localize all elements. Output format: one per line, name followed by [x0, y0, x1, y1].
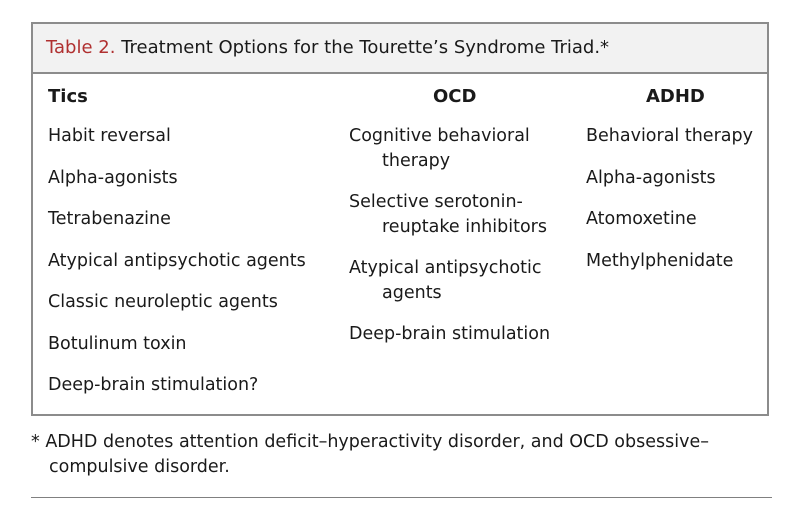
adhd-item-methylphenidate: Methylphenidate [586, 250, 734, 271]
tics-item-botulinum-toxin: Botulinum toxin [48, 333, 187, 354]
tics-item-alpha-agonists: Alpha-agonists [48, 167, 178, 188]
bottom-divider [31, 497, 772, 498]
tics-item-deep-brain-stimulation: Deep-brain stimulation? [48, 375, 259, 395]
column-header-adhd: ADHD [646, 86, 705, 107]
table-title-bar [33, 24, 767, 74]
adhd-treatment-list [586, 124, 766, 290]
ocd-item-cognitive-behavioral: Cognitive behavioral therapy [349, 126, 530, 171]
adhd-item-alpha-agonists: Alpha-agonists [586, 167, 716, 188]
treatment-table [31, 22, 769, 416]
ocd-item-deep-brain-stimulation: Deep-brain stimulation [349, 324, 551, 344]
tics-treatment-list [48, 124, 338, 415]
column-header-ocd: OCD [433, 86, 477, 107]
tics-item-habit-reversal: Habit reversal [48, 126, 171, 146]
adhd-item-behavioral-therapy: Behavioral therapy [586, 126, 753, 146]
table-footnote: * ADHD denotes attention deficit–hyperactivity disorder, and OCD obsessive–compulsive disorder. [31, 432, 709, 477]
ocd-treatment-list [349, 124, 581, 363]
tics-item-tetrabenazine: Tetrabenazine [48, 209, 171, 229]
column-header-tics: Tics [48, 86, 88, 107]
tics-item-classic-neuroleptic: Classic neuroleptic agents [48, 292, 278, 312]
adhd-item-atomoxetine: Atomoxetine [586, 209, 697, 229]
table-title: Treatment Options for the Tourette’s Syndrome Triad.* [121, 37, 610, 58]
ocd-item-atypical-antipsychotic: Atypical antipsychotic agents [349, 258, 542, 303]
ocd-item-ssri: Selective serotonin-reuptake inhibitors [349, 192, 547, 237]
table-label: Table 2. [46, 37, 116, 58]
tics-item-atypical-antipsychotic: Atypical antipsychotic agents [48, 250, 306, 271]
